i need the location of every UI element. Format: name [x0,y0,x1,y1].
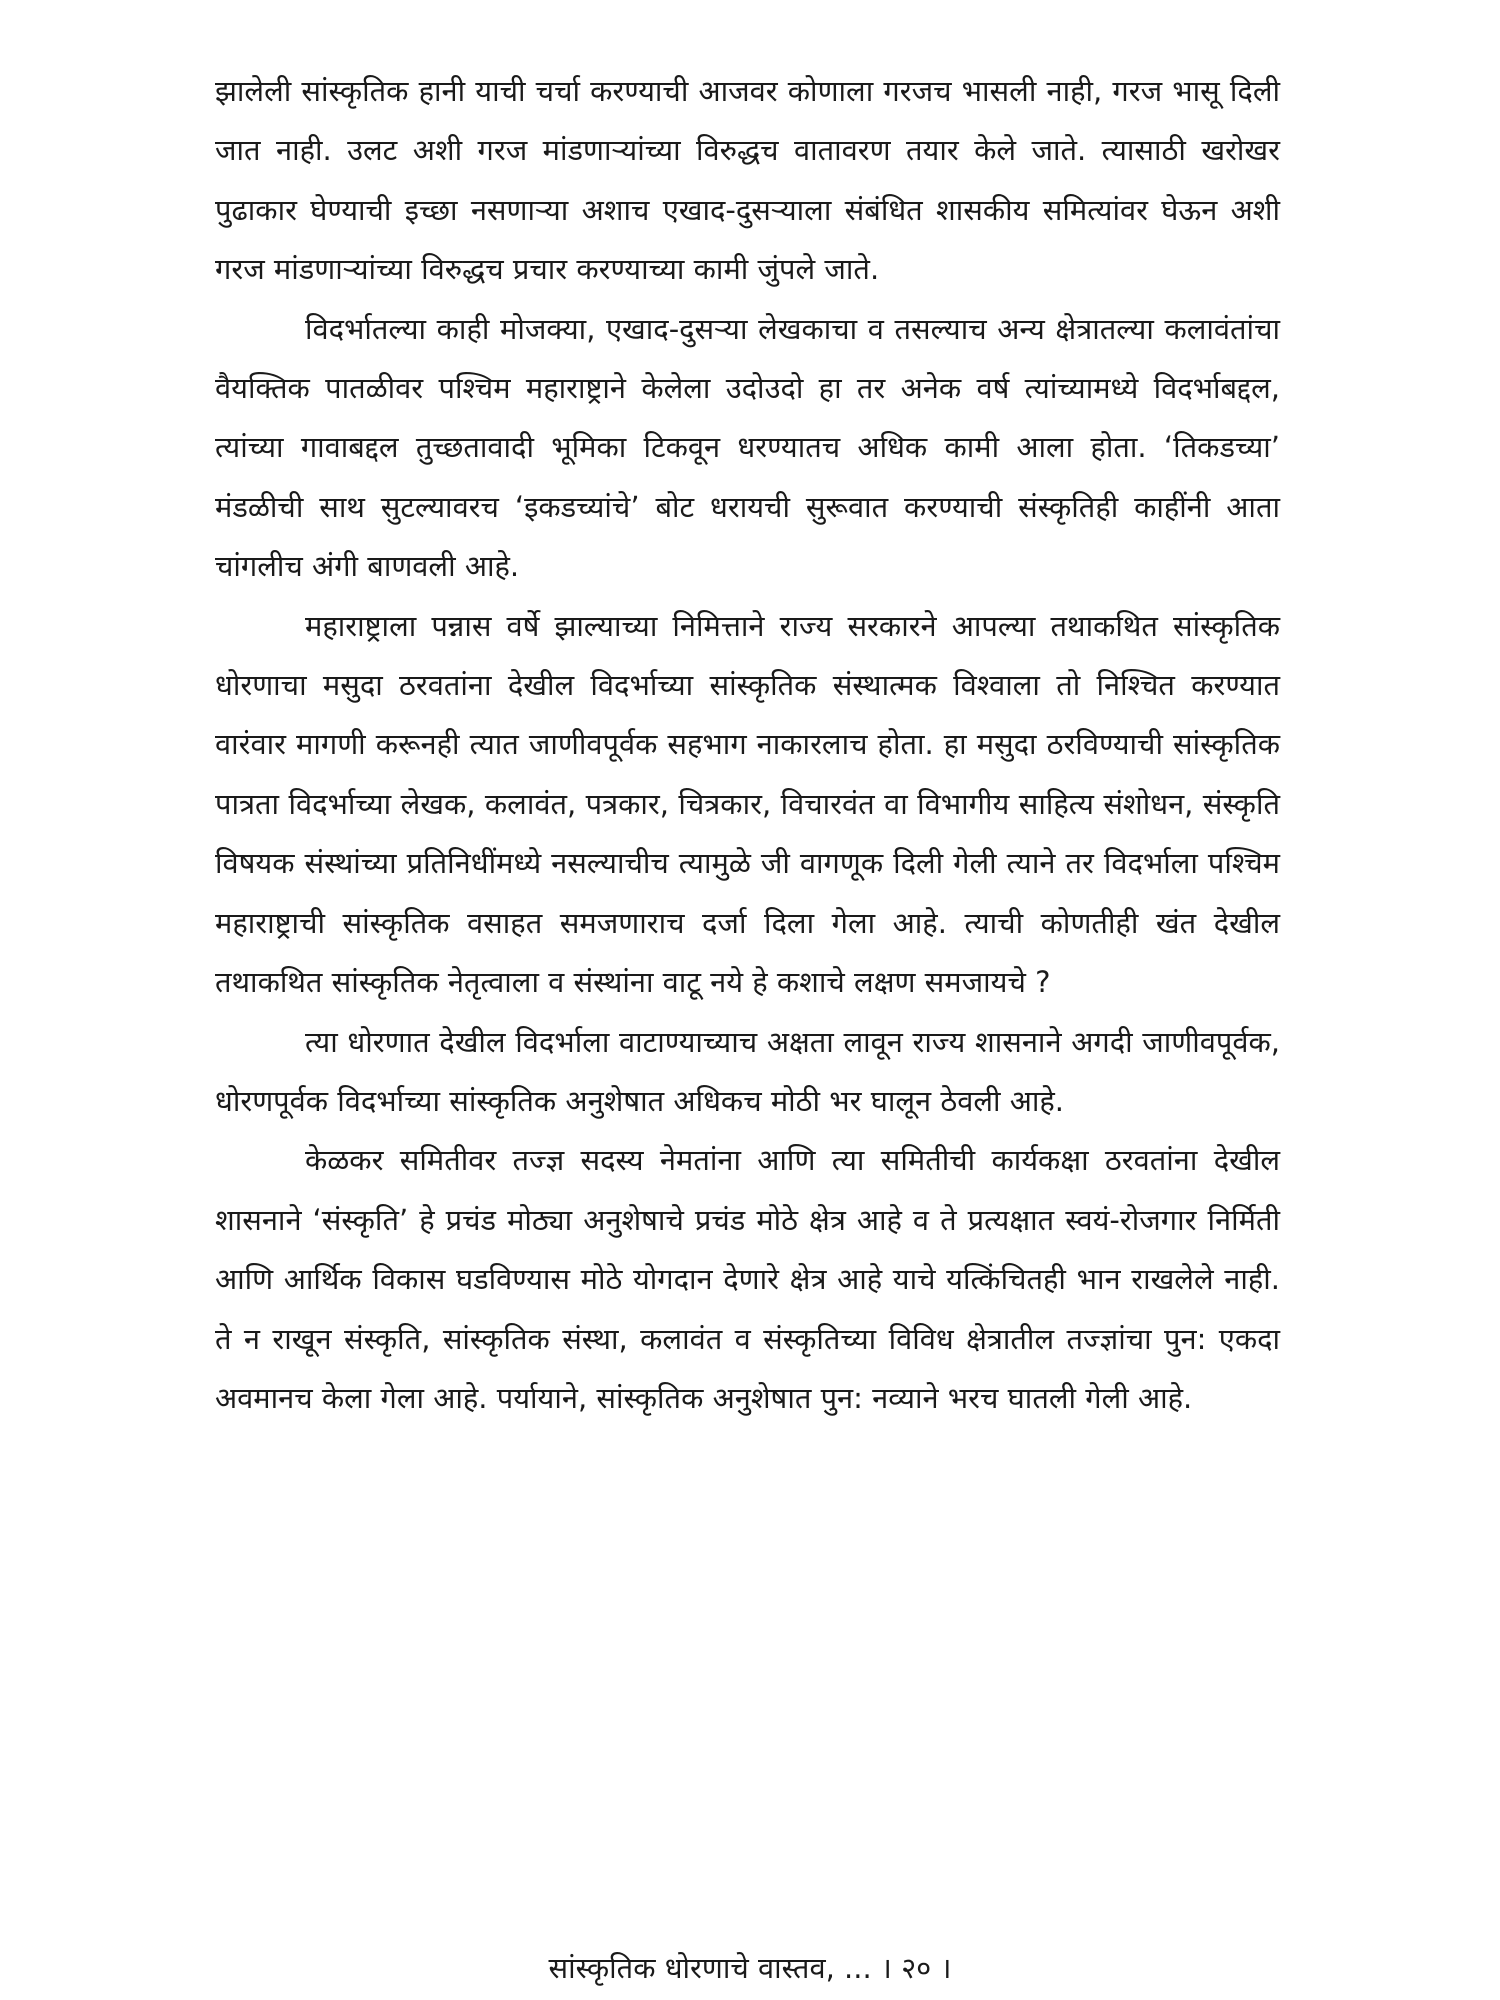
paragraph-3: महाराष्ट्राला पन्नास वर्षे झाल्याच्या निमित्ताने राज्य सरकारने आपल्या तथाकथित सांस्कृतिक धोरणाचा मसुदा ठरवतांना देखील विदर्भाच्या सांस्कृतिक संस्थात्मक विश्वाला तो निश्चित करण्यात वारंवार मागणी करूनही त्यात जाणीवपूर्वक सहभाग नाकारलाच होता. हा मसुदा ठरविण्याची सांस्कृतिक पात्रता विदर्भाच्या लेखक, कलावंत, पत्रकार, चित्रकार, विचारवंत वा विभागीय साहित्य संशोधन, संस्कृति विषयक संस्थांच्या प्रतिनिधींमध्ये नसल्याचीच त्यामुळे जी वागणूक दिली गेली त्याने तर विदर्भाला पश्चिम महाराष्ट्राची सांस्कृतिक वसाहत समजणाराच दर्जा दिला गेला आहे. त्याची कोणतीही खंत देखील तथाकथित सांस्कृतिक नेतृत्वाला व संस्थांना वाटू नये हे कशाचे लक्षण समजायचे ? [215,608,1280,1000]
page-footer: सांस्कृतिक धोरणाचे वास्तव, ... । २० । [548,1951,952,1985]
paragraph-2: विदर्भातल्या काही मोजक्या, एखाद-दुसऱ्या लेखकाचा व तसल्याच अन्य क्षेत्रातल्या कलावंतांचा वैयक्तिक पातळीवर पश्चिम महाराष्ट्राने केलेला उदोउदो हा तर अनेक वर्ष त्यांच्यामध्ये विदर्भाबद्दल, त्यांच्या गावाबद्दल तुच्छतावादी भूमिका टिकवून धरण्यातच अधिक कामी आला होता. ‘तिकडच्या’ मंडळीची साथ सुटल्यावरच ‘इकडच्यांचे’ बोट धरायची सुरूवात करण्याची संस्कृतिही काहींनी आता चांगलीच अंगी बाणवली आहे. [215,311,1280,584]
paragraph-1: झालेली सांस्कृतिक हानी याची चर्चा करण्याची आजवर कोणाला गरजच भासली नाही, गरज भासू दिली जात नाही. उलट अशी गरज मांडणाऱ्यांच्या विरुद्धच वातावरण तयार केले जाते. त्यासाठी खरोखर पुढाकार घेण्याची इच्छा नसणाऱ्या अशाच एखाद-दुसऱ्याला संबंधित शासकीय समित्यांवर घेऊन अशी गरज मांडणाऱ्यांच्या विरुद्धच प्रचार करण्याच्या कामी जुंपले जाते. [215,74,1280,287]
paragraph-5: केळकर समितीवर तज्ज्ञ सदस्य नेमतांना आणि त्या समितीची कार्यकक्षा ठरवतांना देखील शासनाने ‘संस्कृति’ हे प्रचंड मोठ्या अनुशेषाचे प्रचंड मोठे क्षेत्र आहे व ते प्रत्यक्षात स्वयं-रोजगार निर्मिती आणि आर्थिक विकास घडविण्यास मोठे योगदान देणारे क्षेत्र आहे याचे यत्किंचितही भान राखलेले नाही. ते न राखून संस्कृति, सांस्कृतिक संस्था, कलावंत व संस्कृतिच्या विविध क्षेत्रातील तज्ज्ञांचा पुन: एकदा अवमानच केला गेला आहे. पर्यायाने, सांस्कृतिक अनुशेषात पुन: नव्याने भरच घातली गेली आहे. [215,1143,1280,1415]
body-text [215,62,1280,1428]
paragraph-4: त्या धोरणात देखील विदर्भाला वाटाण्याच्याच अक्षता लावून राज्य शासनाने अगदी जाणीवपूर्वक, धोरणपूर्वक विदर्भाच्या सांस्कृतिक अनुशेषात अधिकच मोठी भर घालून ठेवली आहे. [215,1024,1280,1118]
